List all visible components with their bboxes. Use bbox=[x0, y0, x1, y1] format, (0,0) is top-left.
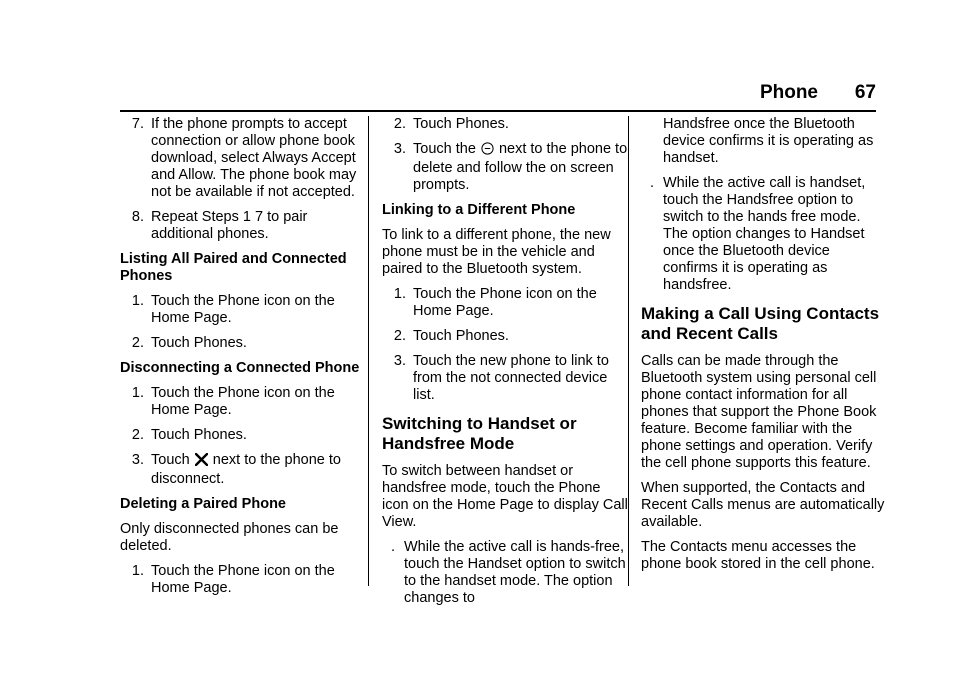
bullet-item bbox=[382, 539, 628, 607]
step-item bbox=[120, 563, 366, 597]
step-text-pre: Touch the bbox=[413, 141, 476, 157]
step-number: 7. bbox=[131, 116, 144, 132]
header-rule bbox=[120, 110, 876, 112]
page-title: Phone bbox=[759, 82, 818, 103]
paragraph: Calls can be made through the Bluetooth system using personal cell phone contact information for all phones that support the Phone Book feature. Become familiar with the phone settings and operation. Verify the cell phone supports this feature. bbox=[641, 353, 877, 471]
step-number: 2. bbox=[131, 335, 144, 351]
step-item bbox=[120, 335, 366, 352]
section-heading: Switching to Handset or Handsfree Mode bbox=[382, 414, 577, 453]
step-text: Touch Phones. bbox=[151, 335, 247, 351]
subheading: Deleting a Paired Phone bbox=[120, 496, 286, 512]
paragraph: The Contacts menu accesses the phone book stored in the cell phone. bbox=[641, 539, 875, 572]
paragraph: Only disconnected phones can be deleted. bbox=[120, 521, 339, 554]
bullet-mark: . bbox=[390, 539, 396, 555]
step-text: Touch the Phone icon on the Home Page. bbox=[413, 286, 597, 319]
step-number: 2. bbox=[131, 427, 144, 443]
step-item bbox=[382, 116, 628, 133]
subheading: Listing All Paired and Connected Phones bbox=[120, 251, 347, 284]
paragraph: To link to a different phone, the new phone must be in the vehicle and paired to the Bluetooth system. bbox=[382, 227, 611, 277]
step-text: Touch the Phone icon on the Home Page. bbox=[151, 385, 335, 418]
bullet-text: While the active call is handset, touch the Handsfree option to switch to the hands free mode. The option changes to Handset once the Bluetooth device confirms it is operating as handsfree. bbox=[663, 175, 866, 293]
subheading: Linking to a Different Phone bbox=[382, 202, 576, 218]
column-divider bbox=[368, 116, 369, 586]
step-text-post: next to the phone to delete and follow the on screen prompts. bbox=[413, 141, 628, 193]
step-item bbox=[382, 353, 628, 404]
step-item bbox=[120, 116, 366, 201]
step-number: 3. bbox=[131, 452, 144, 468]
step-number: 3. bbox=[393, 353, 406, 369]
column-1 bbox=[120, 116, 366, 605]
step-item bbox=[382, 141, 628, 194]
paragraph: To switch between handset or handsfree mode, touch the Phone icon on the Home Page to display Call View. bbox=[382, 463, 628, 530]
step-text: Touch Phones. bbox=[413, 116, 509, 132]
step-text-post: next to the phone to disconnect. bbox=[151, 452, 341, 487]
step-text: Touch the Phone icon on the Home Page. bbox=[151, 293, 335, 326]
step-number: 3. bbox=[393, 141, 406, 157]
step-number: 2. bbox=[393, 328, 406, 344]
step-text: Touch the Phone icon on the Home Page. bbox=[151, 563, 335, 596]
page-number: 67 bbox=[854, 82, 876, 103]
column-divider bbox=[628, 116, 629, 586]
step-number: 8. bbox=[131, 209, 144, 225]
bullet-continuation: Handsfree once the Bluetooth device confirms it is operating as handset. bbox=[663, 116, 874, 166]
bullet-text: While the active call is hands-free, touch the Handset option to switch to the handset mode. The option changes to bbox=[404, 539, 626, 606]
step-number: 1. bbox=[393, 286, 406, 302]
bullet-item bbox=[641, 175, 887, 294]
column-3 bbox=[641, 116, 887, 581]
step-number: 1. bbox=[131, 563, 144, 579]
step-text: Touch Phones. bbox=[413, 328, 509, 344]
column-2 bbox=[382, 116, 628, 615]
bullet-mark: . bbox=[649, 175, 655, 191]
minus-circle-icon bbox=[481, 142, 494, 160]
step-text: Touch Phones. bbox=[151, 427, 247, 443]
step-text: If the phone prompts to accept connection or allow phone book download, select Always Accept and Allow. The phone book may not be available if not accepted. bbox=[151, 116, 357, 200]
step-text-pre: Touch bbox=[151, 452, 190, 468]
step-item bbox=[120, 427, 366, 444]
step-item bbox=[382, 286, 628, 320]
step-item bbox=[120, 452, 366, 488]
step-number: 1. bbox=[131, 293, 144, 309]
paragraph: When supported, the Contacts and Recent Calls menus are automatically available. bbox=[641, 480, 885, 530]
close-icon bbox=[195, 453, 208, 471]
step-item bbox=[120, 293, 366, 327]
step-item bbox=[382, 328, 628, 345]
step-number: 2. bbox=[393, 116, 406, 132]
step-text: Touch the new phone to link to from the not connected device list. bbox=[413, 353, 609, 403]
step-item bbox=[120, 209, 366, 243]
subheading: Disconnecting a Connected Phone bbox=[120, 360, 360, 376]
page-header bbox=[120, 78, 876, 108]
section-heading: Making a Call Using Contacts and Recent Calls bbox=[641, 304, 880, 343]
step-item bbox=[120, 385, 366, 419]
step-text: Repeat Steps 1 7 to pair additional phones. bbox=[151, 209, 308, 242]
step-number: 1. bbox=[131, 385, 144, 401]
